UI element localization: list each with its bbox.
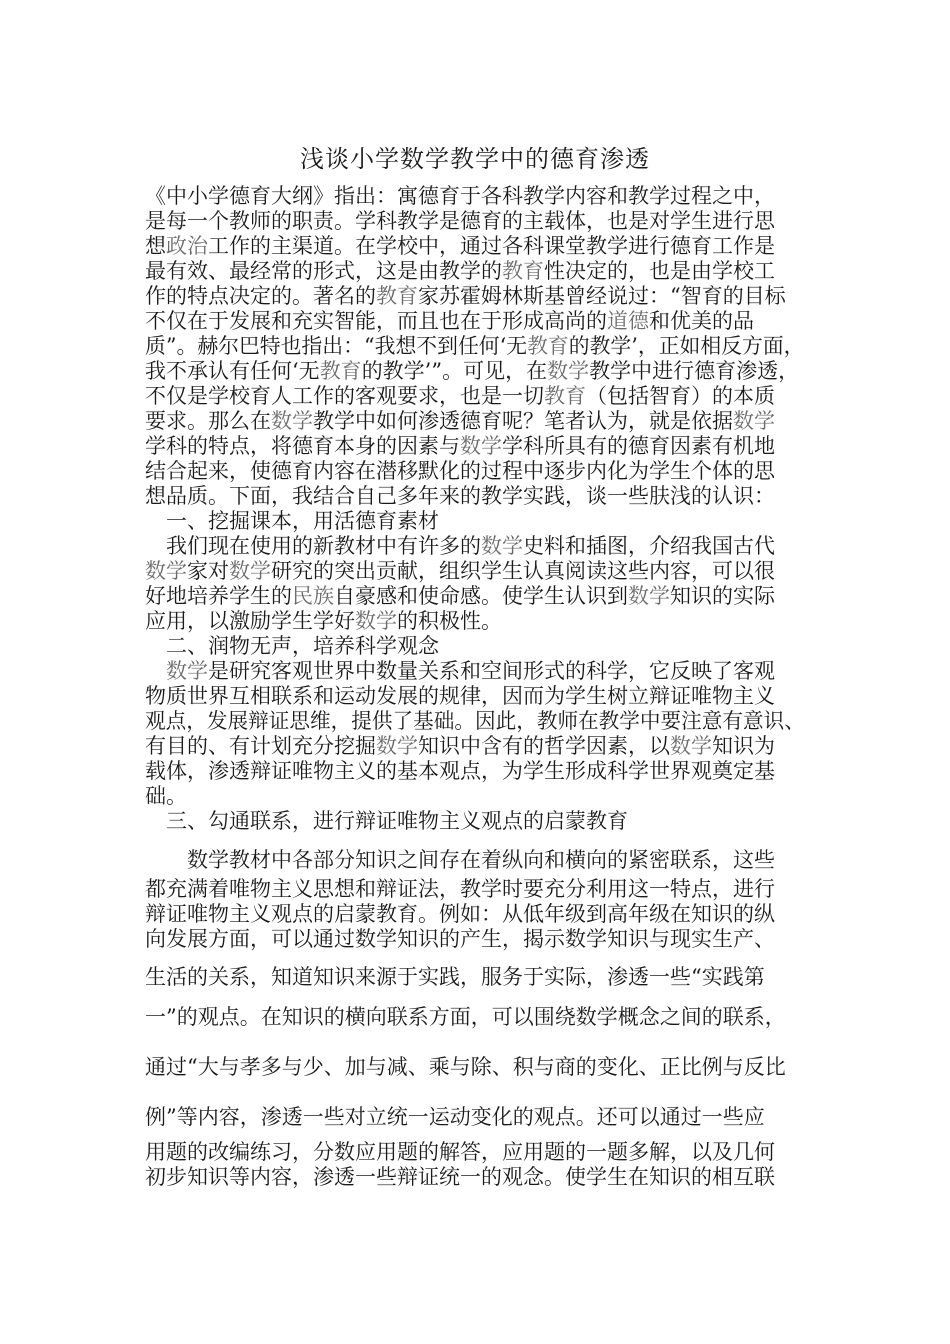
text-run: 家苏霍姆林斯基曾经说过：“智育的目标 (418, 284, 786, 308)
text-line (145, 234, 775, 259)
text-run: 一”的观点。在知识的横向联系方面，可以围绕数学概念之间的联系， (145, 1005, 786, 1029)
text-run: 教学中如何渗透德育呢？笔者认为，就是依据 (313, 409, 733, 433)
text-line (145, 1165, 775, 1190)
text-line (145, 659, 775, 684)
keyword-link-text: 政治 (166, 234, 208, 258)
keyword-link-text: 教育 (319, 359, 362, 383)
text-line (145, 1005, 786, 1030)
text-run: 初步知识等内容，渗透一些辩证统一的观念。使学生在知识的相互联 (145, 1165, 775, 1189)
text-run: 性决定的，也是由学校工 (544, 259, 775, 283)
text-run: 自豪感和使命感。使学生认识到 (334, 584, 628, 608)
keyword-link-text: 数学 (460, 434, 502, 458)
text-run: 史料和插图，介绍我国古代 (523, 534, 775, 558)
text-run: 学科的特点，将德育本身的因素与 (145, 434, 460, 458)
text-line (145, 848, 775, 873)
text-run: 的教学’，正如相反方面， (568, 334, 805, 358)
text-run: 辩证唯物主义观点的启蒙教育。例如：从低年级到高年级在知识的纵 (145, 902, 775, 926)
text-run: 想 (145, 234, 166, 258)
text-run: 用题的改编练习，分数应用题的解答，应用题的一题多解，以及几何 (145, 1140, 775, 1164)
text-run: 工作的主渠道。在学校中，通过各科课堂教学进行德育工作是 (208, 234, 775, 258)
text-run: 质”。赫尔巴特也指出：“我想不到任何‘无 (145, 334, 528, 358)
text-run: 是每一个教师的职责。学科教学是德育的主载体，也是对学生进行思 (145, 209, 775, 233)
text-line (145, 209, 775, 234)
text-run: 是研究客观世界中数量关系和空间形式的科学，它反映了客观 (208, 659, 775, 683)
text-run: 结合起来，使德育内容在潜移默化的过程中逐步内化为学生个体的思 (145, 459, 775, 483)
keyword-link-text: 教育 (502, 259, 544, 283)
keyword-link-text: 数学 (733, 409, 775, 433)
text-line (145, 259, 775, 284)
text-run: 最有效、最经常的形式，这是由教学的 (145, 259, 502, 283)
text-run: 我不承认有任何‘无 (145, 359, 320, 383)
text-run: 例”等内容，渗透一些对立统一运动变化的观点。还可以通过一些应 (145, 1105, 765, 1129)
text-run: 不仅是学校育人工作的客观要求，也是一切 (145, 384, 544, 408)
text-line (145, 709, 805, 734)
keyword-link-text: 数学 (670, 734, 712, 758)
text-line (145, 927, 775, 952)
text-line (145, 1105, 765, 1130)
text-run: 知识为 (712, 734, 775, 758)
text-line (145, 459, 775, 484)
text-line (145, 609, 502, 634)
text-run: 一、挖掘课本，用活德育素材 (145, 509, 439, 533)
text-line (145, 559, 775, 584)
text-run: 有目的、有计划充分挖掘 (145, 734, 376, 758)
text-line (145, 1055, 786, 1080)
text-run: 物质世界互相联系和运动发展的规律，因而为学生树立辩证唯物主义 (145, 684, 775, 708)
text-run: 不仅在于发展和充实智能，而且也在于形成高尚的 (145, 309, 607, 333)
text-line (145, 584, 775, 609)
text-line (145, 634, 439, 659)
keyword-link-text: 数学 (229, 559, 271, 583)
text-line (145, 384, 775, 409)
keyword-link-text: 数学 (271, 409, 313, 433)
text-line (145, 284, 786, 309)
text-line (145, 309, 754, 334)
text-run: 的教学’”。可见，在 (361, 359, 548, 383)
text-line (145, 965, 765, 990)
keyword-link-text: 教育 (527, 334, 569, 358)
text-run: 生活的关系，知道知识来源于实践，服务于实际，渗透一些“实践第 (145, 965, 765, 989)
text-run: 向发展方面，可以通过数学知识的产生，揭示数学知识与现实生产、 (145, 927, 775, 951)
text-run: 三、勾通联系，进行辩证唯物主义观点的启蒙教育 (145, 809, 628, 833)
text-run: 学科所具有的德育因素有机地 (502, 434, 775, 458)
text-run: 观点，发展辩证思维，提供了基础。因此，教师在教学中要注意有意识、 (145, 709, 805, 733)
text-line (145, 784, 187, 809)
text-run: 载体，渗透辩证唯物主义的基本观点，为学生形成科学世界观奠定基 (145, 759, 775, 783)
keyword-link-text: 数学 (628, 584, 670, 608)
text-run: 都充满着唯物主义思想和辩证法，教学时要充分利用这一特点，进行 (145, 877, 775, 901)
text-run: 应用，以激励学生学好 (145, 609, 355, 633)
text-run: 作的特点决定的。著名的 (145, 284, 376, 308)
keyword-link-text: 教育 (544, 384, 586, 408)
text-line (145, 484, 775, 509)
text-line (145, 534, 775, 559)
text-line (145, 902, 775, 927)
text-run: 知识的实际 (670, 584, 775, 608)
text-line (145, 759, 775, 784)
keyword-link-text: 数学 (481, 534, 523, 558)
text-run: 的积极性。 (397, 609, 502, 633)
text-line (145, 409, 775, 434)
text-line (145, 434, 775, 459)
text-run: 知识中含有的哲学因素，以 (418, 734, 670, 758)
text-run: 和优美的品 (649, 309, 754, 333)
page-title: 浅谈小学数学教学中的德育渗透 (300, 145, 650, 173)
keyword-link-text: 数学 (547, 359, 590, 383)
text-run: 通过“大与孝多与少、加与减、乘与除、积与商的变化、正比例与反比 (145, 1055, 786, 1079)
text-run: 研究的突出贡献，组织学生认真阅读这些内容，可以很 (271, 559, 775, 583)
text-run: 教学中进行德育渗透， (589, 359, 800, 383)
keyword-link-text: 数学 (145, 559, 187, 583)
text-line (145, 734, 775, 759)
keyword-link-text: 道德 (607, 309, 649, 333)
text-run: 想品质。下面，我结合自己多年来的教学实践，谈一些肤浅的认识： (145, 484, 775, 508)
text-line (145, 809, 628, 834)
text-run: 好地培养学生的 (145, 584, 292, 608)
text-run: 二、润物无声，培养科学观念 (145, 634, 439, 658)
text-run (145, 659, 166, 683)
text-line (145, 509, 439, 534)
text-run: 我们现在使用的新教材中有许多的 (145, 534, 481, 558)
keyword-link-text: 数学 (166, 659, 208, 683)
keyword-link-text: 数学 (355, 609, 397, 633)
text-line (145, 877, 775, 902)
keyword-link-text: 民族 (292, 584, 334, 608)
text-line (145, 184, 775, 209)
text-line (145, 684, 775, 709)
text-run: 《中小学德育大纲》指出：寓德育于各科教学内容和教学过程之中， (145, 184, 775, 208)
text-run: 数学教材中各部分知识之间存在着纵向和横向的紧密联系，这些 (145, 848, 775, 872)
text-line (145, 1140, 775, 1165)
text-run: 要求。那么在 (145, 409, 271, 433)
text-run: 础。 (145, 784, 187, 808)
keyword-link-text: 数学 (376, 734, 418, 758)
text-run: 家对 (187, 559, 229, 583)
text-line (145, 359, 799, 384)
keyword-link-text: 教育 (376, 284, 418, 308)
text-run: （包括智育）的本质 (586, 384, 775, 408)
text-line (145, 334, 805, 359)
